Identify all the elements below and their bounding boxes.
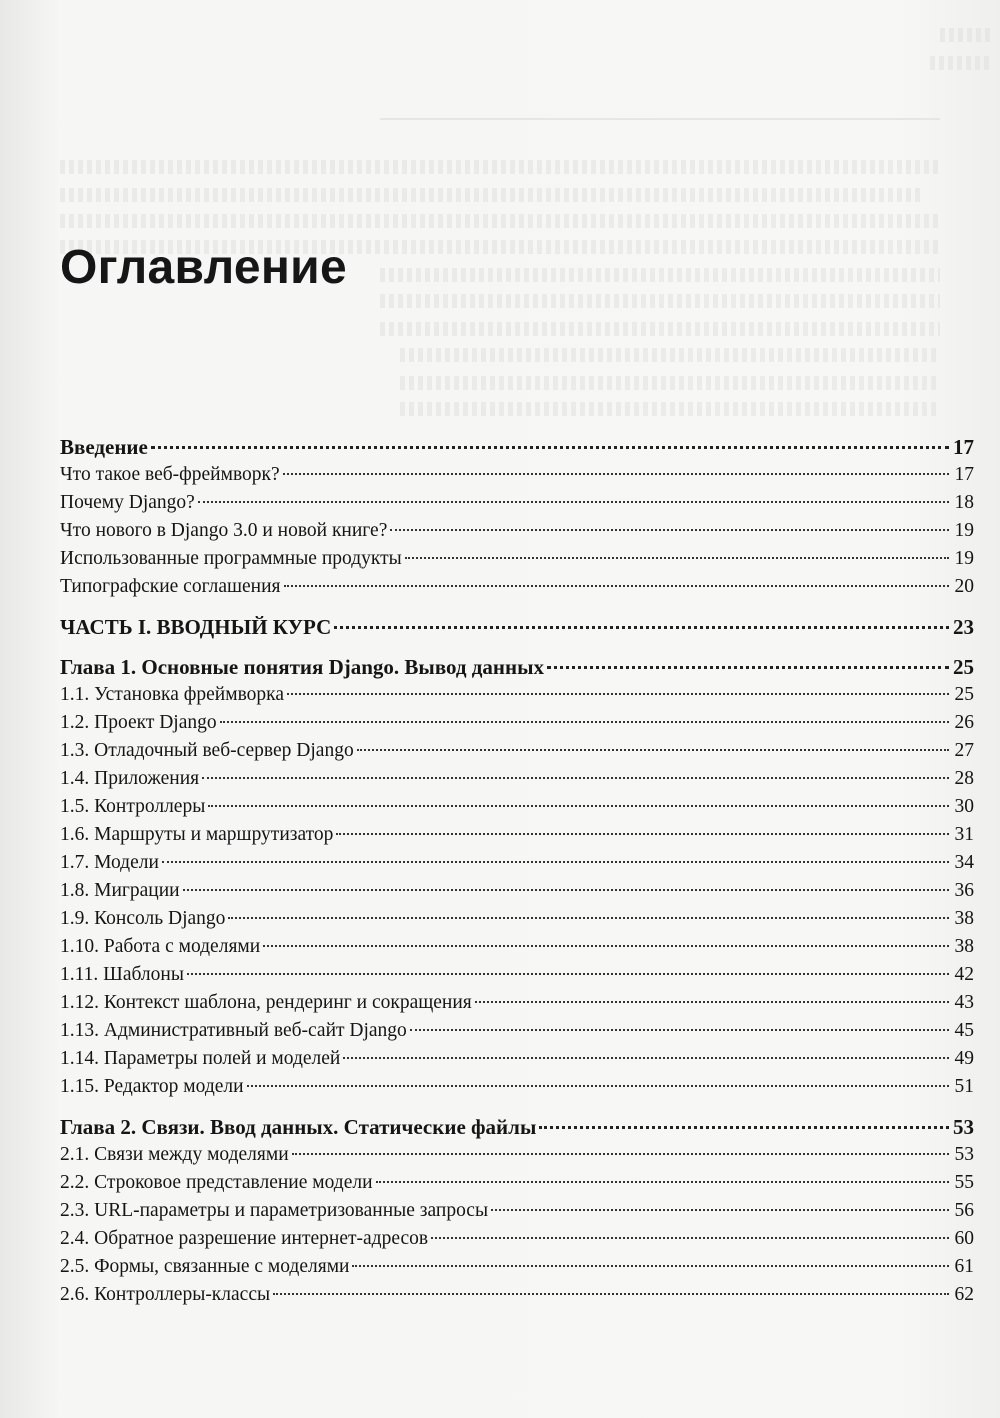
toc-entry-label: 1.2. Проект Django [60,712,217,733]
toc-heading-label: Введение [60,435,148,459]
toc-entry-page: 42 [954,964,974,985]
toc-heading-row[interactable] [60,433,974,461]
toc-entry[interactable] [60,737,974,765]
toc-entry-label: 1.8. Миграции [60,880,180,901]
toc-entry-page: 26 [954,712,974,733]
dot-leader [357,749,949,751]
dot-leader [220,721,949,723]
dot-leader [475,1001,949,1003]
dot-leader [334,626,949,629]
toc-entry[interactable] [60,849,974,877]
dot-leader [273,1293,949,1295]
dot-leader [352,1265,949,1267]
dot-leader [151,446,949,449]
toc-entry-page: 20 [954,576,974,597]
toc-entry[interactable] [60,961,974,989]
toc-entry-page: 60 [954,1228,974,1249]
toc-entry-page: 30 [954,796,974,817]
toc-entry-page: 53 [954,1144,974,1165]
toc-heading-page: 17 [953,435,974,459]
toc-entry-label: Типографские соглашения [60,576,281,597]
toc-entry[interactable] [60,1073,974,1101]
toc-entry-page: 38 [954,936,974,957]
toc-entry-label: 1.6. Маршруты и маршрутизатор [60,824,334,845]
toc-heading-label: Глава 1. Основные понятия Django. Вывод данных [60,655,545,679]
dot-leader [390,529,949,531]
toc-section-chapter-2 [60,1113,974,1309]
dot-leader [228,917,949,919]
dot-leader [431,1237,949,1239]
toc-entry[interactable] [60,709,974,737]
toc-entry-label: 2.4. Обратное разрешение интернет-адресов [60,1228,429,1249]
page-title: Оглавление [60,241,347,294]
toc-heading-label: Глава 2. Связи. Ввод данных. Статические файлы [60,1115,537,1139]
toc-entry[interactable] [60,573,974,601]
toc-entry-page: 25 [954,684,974,705]
dot-leader [162,861,949,863]
dot-leader [547,666,949,669]
toc-entry-label: 1.5. Контроллеры [60,796,206,817]
toc-entry-page: 56 [954,1200,974,1221]
toc-entry-label: 1.15. Редактор модели [60,1076,244,1097]
toc-entry[interactable] [60,989,974,1017]
toc-entry[interactable] [60,821,974,849]
toc-entry-page: 19 [954,548,974,569]
toc-heading-page: 53 [953,1115,974,1139]
dot-leader [208,805,949,807]
toc-entry-page: 38 [954,908,974,929]
toc-entry[interactable] [60,1045,974,1073]
toc-entry[interactable] [60,1169,974,1197]
toc-entry-label: 1.1. Установка фреймворка [60,684,284,705]
toc-entry-label: 1.10. Работа с моделями [60,936,261,957]
toc-entry[interactable] [60,1197,974,1225]
dot-leader [405,557,949,559]
toc-entry-page: 18 [954,492,974,513]
toc-entry-page: 17 [954,464,974,485]
toc-entry[interactable] [60,681,974,709]
dot-leader [247,1085,949,1087]
toc-entry-page: 19 [954,520,974,541]
toc-entry-label: Что такое веб-фреймворк? [60,464,280,485]
toc-heading-row[interactable] [60,613,974,641]
toc-entry-page: 61 [954,1256,974,1277]
dot-leader [287,693,949,695]
toc-entry-page: 49 [954,1048,974,1069]
toc-section-introduction [60,433,974,601]
toc-heading-row[interactable] [60,1113,974,1141]
toc-heading-page: 25 [953,655,974,679]
toc-entry-label: 2.6. Контроллеры-классы [60,1284,271,1305]
toc-entry-page: 55 [954,1172,974,1193]
toc-entry-page: 28 [954,768,974,789]
toc-entry[interactable] [60,1017,974,1045]
toc-entry[interactable] [60,793,974,821]
toc-entry-label: 1.11. Шаблоны [60,964,184,985]
toc-entry[interactable] [60,461,974,489]
dot-leader [343,1057,949,1059]
toc-entry-label: 1.4. Приложения [60,768,200,789]
toc-entry[interactable] [60,1281,974,1309]
dot-leader [283,473,949,475]
toc-entry-label: 1.14. Параметры полей и моделей [60,1048,341,1069]
dot-leader [187,973,949,975]
dot-leader [263,945,949,947]
dot-leader [198,501,949,503]
dot-leader [202,777,949,779]
toc-entry-label: 2.3. URL-параметры и параметризованные запросы [60,1200,489,1221]
toc-entry-label: 2.5. Формы, связанные с моделями [60,1256,350,1277]
toc-entry[interactable] [60,517,974,545]
toc-entry-label: Что нового в Django 3.0 и новой книге? [60,520,388,541]
toc-entry[interactable] [60,1225,974,1253]
toc-entry[interactable] [60,877,974,905]
dot-leader [539,1126,949,1129]
toc-entry-label: 1.7. Модели [60,852,159,873]
toc-entry[interactable] [60,1253,974,1281]
toc-entry[interactable] [60,489,974,517]
toc-entry[interactable] [60,765,974,793]
toc-entry-label: 1.13. Административный веб-сайт Django [60,1020,407,1041]
dot-leader [376,1181,949,1183]
dot-leader [336,833,949,835]
dot-leader [410,1029,949,1031]
toc-heading-page: 23 [953,615,974,639]
toc-entry[interactable] [60,933,974,961]
toc-section-part-1 [60,613,974,641]
toc-entry-page: 36 [954,880,974,901]
toc-entry[interactable] [60,1141,974,1169]
table-of-contents [60,433,974,1321]
toc-entry-label: 1.9. Консоль Django [60,908,226,929]
toc-entry-label: 1.3. Отладочный веб-сервер Django [60,740,354,761]
toc-entry[interactable] [60,545,974,573]
toc-entry-label: 2.2. Строковое представление модели [60,1172,373,1193]
dot-leader [491,1209,949,1211]
toc-heading-row[interactable] [60,653,974,681]
toc-entry-page: 31 [954,824,974,845]
toc-entry-label: 2.1. Связи между моделями [60,1144,289,1165]
toc-entry-page: 34 [954,852,974,873]
dot-leader [284,585,950,587]
toc-entry-page: 27 [954,740,974,761]
toc-entry-page: 51 [954,1076,974,1097]
toc-heading-label: ЧАСТЬ I. ВВОДНЫЙ КУРС [60,615,332,639]
toc-entry-page: 62 [954,1284,974,1305]
dot-leader [183,889,949,891]
toc-entry-label: Использованные программные продукты [60,548,402,569]
toc-entry[interactable] [60,905,974,933]
toc-entry-page: 43 [954,992,974,1013]
toc-entry-label: 1.12. Контекст шаблона, рендеринг и сокращения [60,992,472,1013]
toc-entry-page: 45 [954,1020,974,1041]
toc-section-chapter-1 [60,653,974,1101]
dot-leader [292,1153,949,1155]
toc-entry-label: Почему Django? [60,492,195,513]
